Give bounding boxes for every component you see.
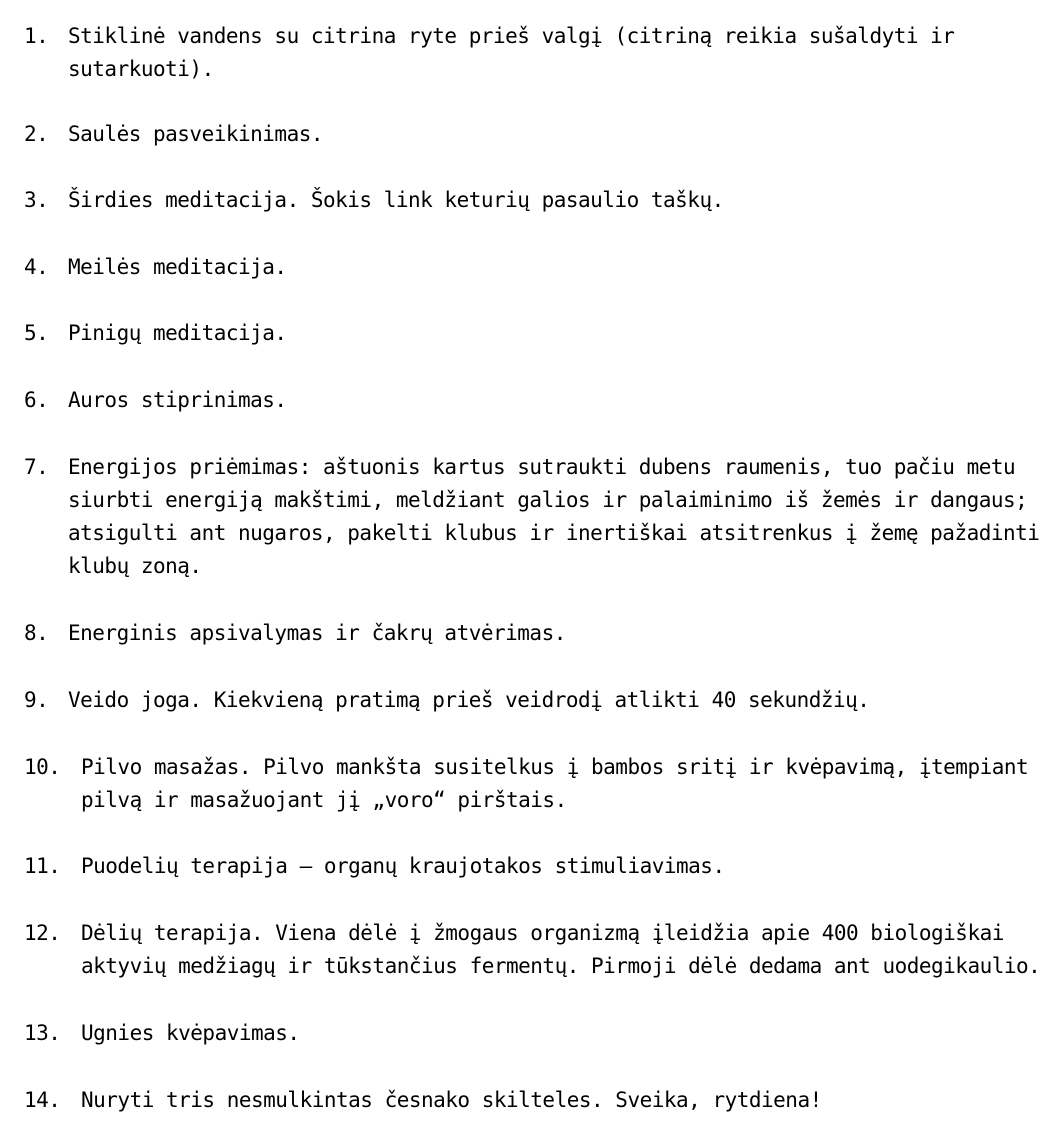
item-text: Auros stiprinimas.	[68, 388, 287, 412]
item-number: 14.	[24, 1088, 61, 1112]
item-text: Ugnies kvėpavimas.	[81, 1021, 300, 1045]
item-number: 4.	[24, 255, 49, 279]
item-text: Veido joga. Kiekvieną pratimą prieš veidrodį atlikti 40 sekundžių.	[68, 688, 870, 712]
item-text: Pinigų meditacija.	[68, 321, 287, 345]
item-text: Širdies meditacija. Šokis link keturių pasaulio taškų.	[68, 188, 724, 212]
item-number: 11.	[24, 854, 61, 878]
item-number: 7.	[24, 455, 49, 479]
item-text: Meilės meditacija.	[68, 255, 287, 279]
item-number: 9.	[24, 688, 49, 712]
item-text: Stiklinė vandens su citrina ryte prieš valgį (citriną reikia sušaldyti ir sutarkuoti).	[68, 24, 955, 81]
item-number: 12.	[24, 921, 61, 945]
item-number: 10.	[24, 755, 61, 779]
item-text: Energijos priėmimas: aštuonis kartus sutraukti dubens raumenis, tuo pačiu metu siurbti energiją makštimi, meldžiant galios ir palaiminimo iš žemės ir dangaus; atsigulti ant nugaros, pakelti klubus ir inertiškai atsitrenkus į žemę pažadinti klubų zoną.	[68, 455, 1040, 578]
item-text: Dėlių terapija. Viena dėlė į žmogaus organizmą įleidžia apie 400 biologiškai aktyvių medžiagų ir tūkstančius fermentų. Pirmoji dėlė dedama ant uodegikaulio.	[81, 921, 1041, 978]
item-number: 8.	[24, 621, 49, 645]
item-text: Saulės pasveikinimas.	[68, 122, 324, 146]
item-number: 13.	[24, 1021, 61, 1045]
item-text: Energinis apsivalymas ir čakrų atvėrimas.	[68, 621, 566, 645]
item-number: 6.	[24, 388, 49, 412]
item-text: Pilvo masažas. Pilvo mankšta susitelkus į bambos sritį ir kvėpavimą, įtempiant pilvą ir masažuojant jį „voro“ pirštais.	[81, 755, 1029, 812]
item-number: 5.	[24, 321, 49, 345]
item-number: 1.	[24, 24, 49, 48]
item-number: 2.	[24, 122, 49, 146]
item-text: Puodelių terapija – organų kraujotakos stimuliavimas.	[81, 854, 725, 878]
item-number: 3.	[24, 188, 49, 212]
item-text: Nuryti tris nesmulkintas česnako skilteles. Sveika, rytdiena!	[81, 1088, 822, 1112]
